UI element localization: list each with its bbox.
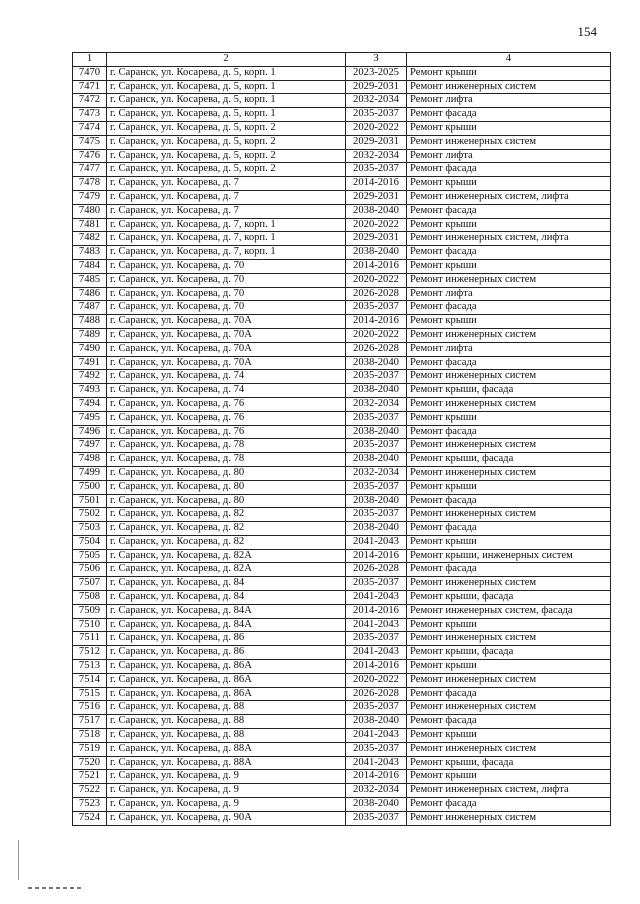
cell-address: г. Саранск, ул. Косарева, д. 70 <box>107 287 346 301</box>
cell-number: 7517 <box>73 715 107 729</box>
table-row <box>73 591 611 605</box>
cell-number: 7502 <box>73 508 107 522</box>
table-row <box>73 80 611 94</box>
table-row <box>73 328 611 342</box>
table-header-row <box>73 53 611 67</box>
cell-work-type: Ремонт инженерных систем, лифта <box>407 784 611 798</box>
cell-work-type: Ремонт фасада <box>407 108 611 122</box>
cell-period: 2038-2040 <box>346 425 407 439</box>
cell-period: 2038-2040 <box>346 494 407 508</box>
cell-period: 2038-2040 <box>346 384 407 398</box>
cell-period: 2029-2031 <box>346 135 407 149</box>
cell-work-type: Ремонт инженерных систем <box>407 273 611 287</box>
cell-address: г. Саранск, ул. Косарева, д. 5, корп. 1 <box>107 80 346 94</box>
cell-address: г. Саранск, ул. Косарева, д. 5, корп. 2 <box>107 163 346 177</box>
cell-period: 2035-2037 <box>346 701 407 715</box>
cell-number: 7489 <box>73 328 107 342</box>
cell-period: 2041-2043 <box>346 591 407 605</box>
cell-work-type: Ремонт крыши <box>407 218 611 232</box>
cell-address: г. Саранск, ул. Косарева, д. 9 <box>107 784 346 798</box>
table-row <box>73 342 611 356</box>
column-header-number: 1 <box>73 53 107 67</box>
scan-edge-mark <box>18 840 25 880</box>
cell-period: 2032-2034 <box>346 784 407 798</box>
cell-number: 7515 <box>73 687 107 701</box>
cell-number: 7480 <box>73 204 107 218</box>
cell-period: 2026-2028 <box>346 342 407 356</box>
table-row <box>73 190 611 204</box>
cell-number: 7505 <box>73 549 107 563</box>
cell-period: 2020-2022 <box>346 673 407 687</box>
cell-number: 7499 <box>73 466 107 480</box>
cell-period: 2035-2037 <box>346 742 407 756</box>
table-row <box>73 163 611 177</box>
cell-address: г. Саранск, ул. Косарева, д. 88А <box>107 756 346 770</box>
cell-period: 2020-2022 <box>346 328 407 342</box>
cell-number: 7492 <box>73 370 107 384</box>
cell-address: г. Саранск, ул. Косарева, д. 5, корп. 1 <box>107 66 346 80</box>
cell-number: 7477 <box>73 163 107 177</box>
cell-number: 7494 <box>73 397 107 411</box>
cell-number: 7510 <box>73 618 107 632</box>
cell-number: 7479 <box>73 190 107 204</box>
cell-address: г. Саранск, ул. Косарева, д. 88А <box>107 742 346 756</box>
cell-work-type: Ремонт инженерных систем <box>407 135 611 149</box>
cell-work-type: Ремонт фасада <box>407 204 611 218</box>
cell-number: 7513 <box>73 660 107 674</box>
cell-address: г. Саранск, ул. Косарева, д. 70 <box>107 273 346 287</box>
cell-work-type: Ремонт крыши, фасада <box>407 646 611 660</box>
cell-number: 7495 <box>73 411 107 425</box>
table-row <box>73 439 611 453</box>
table-row <box>73 577 611 591</box>
cell-address: г. Саранск, ул. Косарева, д. 88 <box>107 729 346 743</box>
cell-work-type: Ремонт фасада <box>407 563 611 577</box>
cell-work-type: Ремонт инженерных систем <box>407 508 611 522</box>
cell-period: 2014-2016 <box>346 604 407 618</box>
cell-address: г. Саранск, ул. Косарева, д. 82 <box>107 508 346 522</box>
cell-address: г. Саранск, ул. Косарева, д. 5, корп. 1 <box>107 108 346 122</box>
cell-period: 2014-2016 <box>346 315 407 329</box>
cell-number: 7509 <box>73 604 107 618</box>
cell-period: 2029-2031 <box>346 232 407 246</box>
cell-number: 7475 <box>73 135 107 149</box>
cell-work-type: Ремонт инженерных систем <box>407 370 611 384</box>
column-header-period: 3 <box>346 53 407 67</box>
cell-number: 7491 <box>73 356 107 370</box>
cell-address: г. Саранск, ул. Косарева, д. 9 <box>107 798 346 812</box>
table-row <box>73 315 611 329</box>
cell-period: 2035-2037 <box>346 301 407 315</box>
cell-work-type: Ремонт крыши <box>407 618 611 632</box>
column-header-work-type: 4 <box>407 53 611 67</box>
cell-period: 2026-2028 <box>346 287 407 301</box>
cell-work-type: Ремонт крыши <box>407 177 611 191</box>
cell-work-type: Ремонт крыши <box>407 66 611 80</box>
cell-period: 2032-2034 <box>346 397 407 411</box>
cell-period: 2014-2016 <box>346 177 407 191</box>
cell-work-type: Ремонт крыши <box>407 259 611 273</box>
cell-number: 7482 <box>73 232 107 246</box>
cell-work-type: Ремонт фасада <box>407 425 611 439</box>
cell-work-type: Ремонт инженерных систем <box>407 80 611 94</box>
cell-address: г. Саранск, ул. Косарева, д. 70А <box>107 328 346 342</box>
cell-number: 7473 <box>73 108 107 122</box>
cell-address: г. Саранск, ул. Косарева, д. 84 <box>107 591 346 605</box>
cell-address: г. Саранск, ул. Косарева, д. 82А <box>107 563 346 577</box>
cell-work-type: Ремонт инженерных систем <box>407 328 611 342</box>
table-row <box>73 784 611 798</box>
table-row <box>73 246 611 260</box>
cell-period: 2038-2040 <box>346 715 407 729</box>
table-row <box>73 66 611 80</box>
cell-work-type: Ремонт фасада <box>407 687 611 701</box>
table-row <box>73 522 611 536</box>
table-row <box>73 384 611 398</box>
table-row <box>73 273 611 287</box>
column-header-address: 2 <box>107 53 346 67</box>
cell-address: г. Саранск, ул. Косарева, д. 86А <box>107 673 346 687</box>
cell-work-type: Ремонт инженерных систем <box>407 701 611 715</box>
cell-period: 2029-2031 <box>346 190 407 204</box>
cell-number: 7470 <box>73 66 107 80</box>
cell-number: 7485 <box>73 273 107 287</box>
cell-number: 7481 <box>73 218 107 232</box>
cell-work-type: Ремонт крыши <box>407 121 611 135</box>
cell-number: 7498 <box>73 453 107 467</box>
cell-number: 7503 <box>73 522 107 536</box>
table-row <box>73 494 611 508</box>
table-row <box>73 466 611 480</box>
cell-address: г. Саранск, ул. Косарева, д. 76 <box>107 411 346 425</box>
cell-address: г. Саранск, ул. Косарева, д. 70 <box>107 301 346 315</box>
cell-number: 7524 <box>73 811 107 825</box>
table-row <box>73 259 611 273</box>
cell-work-type: Ремонт крыши <box>407 729 611 743</box>
cell-period: 2038-2040 <box>346 522 407 536</box>
cell-period: 2041-2043 <box>346 756 407 770</box>
table-row <box>73 204 611 218</box>
table-row <box>73 397 611 411</box>
cell-period: 2023-2025 <box>346 66 407 80</box>
table-row <box>73 715 611 729</box>
cell-work-type: Ремонт фасада <box>407 494 611 508</box>
cell-work-type: Ремонт инженерных систем, лифта <box>407 232 611 246</box>
cell-work-type: Ремонт крыши <box>407 480 611 494</box>
cell-address: г. Саранск, ул. Косарева, д. 7 <box>107 204 346 218</box>
cell-work-type: Ремонт крыши <box>407 770 611 784</box>
cell-number: 7514 <box>73 673 107 687</box>
cell-address: г. Саранск, ул. Косарева, д. 7, корп. 1 <box>107 232 346 246</box>
table-row <box>73 508 611 522</box>
cell-number: 7521 <box>73 770 107 784</box>
table-body <box>73 66 611 825</box>
cell-number: 7490 <box>73 342 107 356</box>
cell-address: г. Саранск, ул. Косарева, д. 88 <box>107 715 346 729</box>
cell-work-type: Ремонт крыши, фасада <box>407 591 611 605</box>
table-row <box>73 370 611 384</box>
cell-address: г. Саранск, ул. Косарева, д. 76 <box>107 425 346 439</box>
table-row <box>73 798 611 812</box>
cell-period: 2020-2022 <box>346 218 407 232</box>
cell-number: 7483 <box>73 246 107 260</box>
cell-period: 2038-2040 <box>346 356 407 370</box>
cell-period: 2032-2034 <box>346 466 407 480</box>
table-row <box>73 135 611 149</box>
cell-number: 7493 <box>73 384 107 398</box>
cell-work-type: Ремонт крыши <box>407 411 611 425</box>
cell-address: г. Саранск, ул. Косарева, д. 80 <box>107 494 346 508</box>
cell-period: 2038-2040 <box>346 798 407 812</box>
cell-address: г. Саранск, ул. Косарева, д. 7 <box>107 190 346 204</box>
cell-address: г. Саранск, ул. Косарева, д. 90А <box>107 811 346 825</box>
cell-address: г. Саранск, ул. Косарева, д. 78 <box>107 439 346 453</box>
cell-period: 2014-2016 <box>346 549 407 563</box>
table-row <box>73 687 611 701</box>
cell-work-type: Ремонт фасада <box>407 715 611 729</box>
cell-address: г. Саранск, ул. Косарева, д. 5, корп. 2 <box>107 135 346 149</box>
cell-number: 7518 <box>73 729 107 743</box>
cell-address: г. Саранск, ул. Косарева, д. 86А <box>107 660 346 674</box>
cell-number: 7507 <box>73 577 107 591</box>
cell-period: 2026-2028 <box>346 687 407 701</box>
cell-period: 2035-2037 <box>346 163 407 177</box>
cell-address: г. Саранск, ул. Косарева, д. 74 <box>107 384 346 398</box>
cell-period: 2035-2037 <box>346 577 407 591</box>
cell-work-type: Ремонт инженерных систем <box>407 439 611 453</box>
cell-address: г. Саранск, ул. Косарева, д. 76 <box>107 397 346 411</box>
cell-work-type: Ремонт крыши, фасада <box>407 384 611 398</box>
cell-number: 7488 <box>73 315 107 329</box>
cell-work-type: Ремонт фасада <box>407 356 611 370</box>
cell-number: 7520 <box>73 756 107 770</box>
cell-work-type: Ремонт лифта <box>407 342 611 356</box>
cell-number: 7497 <box>73 439 107 453</box>
cell-address: г. Саранск, ул. Косарева, д. 80 <box>107 466 346 480</box>
cell-work-type: Ремонт инженерных систем <box>407 673 611 687</box>
table-row <box>73 618 611 632</box>
cell-work-type: Ремонт крыши <box>407 535 611 549</box>
cell-work-type: Ремонт крыши <box>407 660 611 674</box>
cell-number: 7471 <box>73 80 107 94</box>
cell-period: 2035-2037 <box>346 411 407 425</box>
table-row <box>73 646 611 660</box>
cell-number: 7516 <box>73 701 107 715</box>
cell-work-type: Ремонт крыши, инженерных систем <box>407 549 611 563</box>
table-row <box>73 232 611 246</box>
table-row <box>73 563 611 577</box>
cell-work-type: Ремонт лифта <box>407 94 611 108</box>
cell-period: 2038-2040 <box>346 453 407 467</box>
table-row <box>73 287 611 301</box>
cell-period: 2041-2043 <box>346 729 407 743</box>
cell-period: 2038-2040 <box>346 204 407 218</box>
cell-work-type: Ремонт крыши, фасада <box>407 453 611 467</box>
cell-work-type: Ремонт инженерных систем <box>407 632 611 646</box>
table-row <box>73 480 611 494</box>
table-row <box>73 811 611 825</box>
cell-number: 7500 <box>73 480 107 494</box>
cell-period: 2035-2037 <box>346 508 407 522</box>
cell-number: 7472 <box>73 94 107 108</box>
table-row <box>73 632 611 646</box>
page-number: 154 <box>577 24 597 39</box>
table-row <box>73 756 611 770</box>
cell-number: 7512 <box>73 646 107 660</box>
cell-work-type: Ремонт фасада <box>407 522 611 536</box>
cell-period: 2035-2037 <box>346 632 407 646</box>
cell-number: 7478 <box>73 177 107 191</box>
cell-address: г. Саранск, ул. Косарева, д. 70А <box>107 315 346 329</box>
table-row <box>73 701 611 715</box>
cell-address: г. Саранск, ул. Косарева, д. 88 <box>107 701 346 715</box>
table-row <box>73 121 611 135</box>
cell-address: г. Саранск, ул. Косарева, д. 5, корп. 1 <box>107 94 346 108</box>
cell-work-type: Ремонт крыши <box>407 315 611 329</box>
cell-work-type: Ремонт инженерных систем <box>407 466 611 480</box>
cell-work-type: Ремонт лифта <box>407 287 611 301</box>
cell-period: 2035-2037 <box>346 108 407 122</box>
cell-number: 7487 <box>73 301 107 315</box>
cell-address: г. Саранск, ул. Косарева, д. 5, корп. 2 <box>107 149 346 163</box>
cell-number: 7519 <box>73 742 107 756</box>
cell-period: 2041-2043 <box>346 646 407 660</box>
table-row <box>73 356 611 370</box>
cell-address: г. Саранск, ул. Косарева, д. 84А <box>107 604 346 618</box>
cell-number: 7476 <box>73 149 107 163</box>
table-row <box>73 301 611 315</box>
cell-address: г. Саранск, ул. Косарева, д. 74 <box>107 370 346 384</box>
cell-period: 2035-2037 <box>346 370 407 384</box>
cell-period: 2026-2028 <box>346 563 407 577</box>
cell-period: 2020-2022 <box>346 121 407 135</box>
cell-work-type: Ремонт фасада <box>407 246 611 260</box>
cell-number: 7504 <box>73 535 107 549</box>
cell-number: 7506 <box>73 563 107 577</box>
cell-period: 2041-2043 <box>346 535 407 549</box>
table-row <box>73 218 611 232</box>
table-row <box>73 453 611 467</box>
cell-number: 7508 <box>73 591 107 605</box>
cell-work-type: Ремонт фасада <box>407 163 611 177</box>
cell-address: г. Саранск, ул. Косарева, д. 70 <box>107 259 346 273</box>
table-row <box>73 411 611 425</box>
cell-work-type: Ремонт инженерных систем <box>407 811 611 825</box>
table-row <box>73 149 611 163</box>
cell-number: 7501 <box>73 494 107 508</box>
table-row <box>73 604 611 618</box>
table-row <box>73 425 611 439</box>
cell-number: 7523 <box>73 798 107 812</box>
cell-address: г. Саранск, ул. Косарева, д. 5, корп. 2 <box>107 121 346 135</box>
cell-period: 2014-2016 <box>346 770 407 784</box>
table-row <box>73 177 611 191</box>
cell-period: 2038-2040 <box>346 246 407 260</box>
cell-number: 7522 <box>73 784 107 798</box>
cell-address: г. Саранск, ул. Косарева, д. 78 <box>107 453 346 467</box>
cell-period: 2035-2037 <box>346 439 407 453</box>
table-row <box>73 673 611 687</box>
table-row <box>73 535 611 549</box>
cell-work-type: Ремонт инженерных систем, фасада <box>407 604 611 618</box>
table-row <box>73 94 611 108</box>
cell-work-type: Ремонт фасада <box>407 301 611 315</box>
cell-period: 2029-2031 <box>346 80 407 94</box>
cell-period: 2035-2037 <box>346 480 407 494</box>
cell-address: г. Саранск, ул. Косарева, д. 7 <box>107 177 346 191</box>
cell-number: 7474 <box>73 121 107 135</box>
table-row <box>73 660 611 674</box>
repair-schedule-table <box>72 52 611 826</box>
cell-work-type: Ремонт инженерных систем, лифта <box>407 190 611 204</box>
cell-number: 7484 <box>73 259 107 273</box>
cell-period: 2032-2034 <box>346 94 407 108</box>
cell-period: 2035-2037 <box>346 811 407 825</box>
table-row <box>73 549 611 563</box>
cell-address: г. Саранск, ул. Косарева, д. 82А <box>107 549 346 563</box>
cell-number: 7496 <box>73 425 107 439</box>
cell-work-type: Ремонт инженерных систем <box>407 577 611 591</box>
cell-period: 2032-2034 <box>346 149 407 163</box>
cell-work-type: Ремонт инженерных систем <box>407 397 611 411</box>
cell-address: г. Саранск, ул. Косарева, д. 86 <box>107 646 346 660</box>
cell-period: 2014-2016 <box>346 660 407 674</box>
cell-address: г. Саранск, ул. Косарева, д. 70А <box>107 356 346 370</box>
scan-smudge <box>28 876 228 880</box>
table-row <box>73 770 611 784</box>
cell-address: г. Саранск, ул. Косарева, д. 7, корп. 1 <box>107 218 346 232</box>
table-row <box>73 729 611 743</box>
cell-address: г. Саранск, ул. Косарева, д. 82 <box>107 522 346 536</box>
cell-period: 2020-2022 <box>346 273 407 287</box>
cell-address: г. Саранск, ул. Косарева, д. 82 <box>107 535 346 549</box>
cell-address: г. Саранск, ул. Косарева, д. 84 <box>107 577 346 591</box>
cell-address: г. Саранск, ул. Косарева, д. 86 <box>107 632 346 646</box>
cell-number: 7511 <box>73 632 107 646</box>
cell-address: г. Саранск, ул. Косарева, д. 86А <box>107 687 346 701</box>
cell-period: 2041-2043 <box>346 618 407 632</box>
table-row <box>73 742 611 756</box>
cell-address: г. Саранск, ул. Косарева, д. 84А <box>107 618 346 632</box>
cell-address: г. Саранск, ул. Косарева, д. 70А <box>107 342 346 356</box>
table-row <box>73 108 611 122</box>
cell-address: г. Саранск, ул. Косарева, д. 9 <box>107 770 346 784</box>
cell-work-type: Ремонт лифта <box>407 149 611 163</box>
cell-address: г. Саранск, ул. Косарева, д. 7, корп. 1 <box>107 246 346 260</box>
cell-work-type: Ремонт инженерных систем <box>407 742 611 756</box>
cell-number: 7486 <box>73 287 107 301</box>
cell-work-type: Ремонт крыши, фасада <box>407 756 611 770</box>
cell-work-type: Ремонт фасада <box>407 798 611 812</box>
cell-address: г. Саранск, ул. Косарева, д. 80 <box>107 480 346 494</box>
cell-period: 2014-2016 <box>346 259 407 273</box>
